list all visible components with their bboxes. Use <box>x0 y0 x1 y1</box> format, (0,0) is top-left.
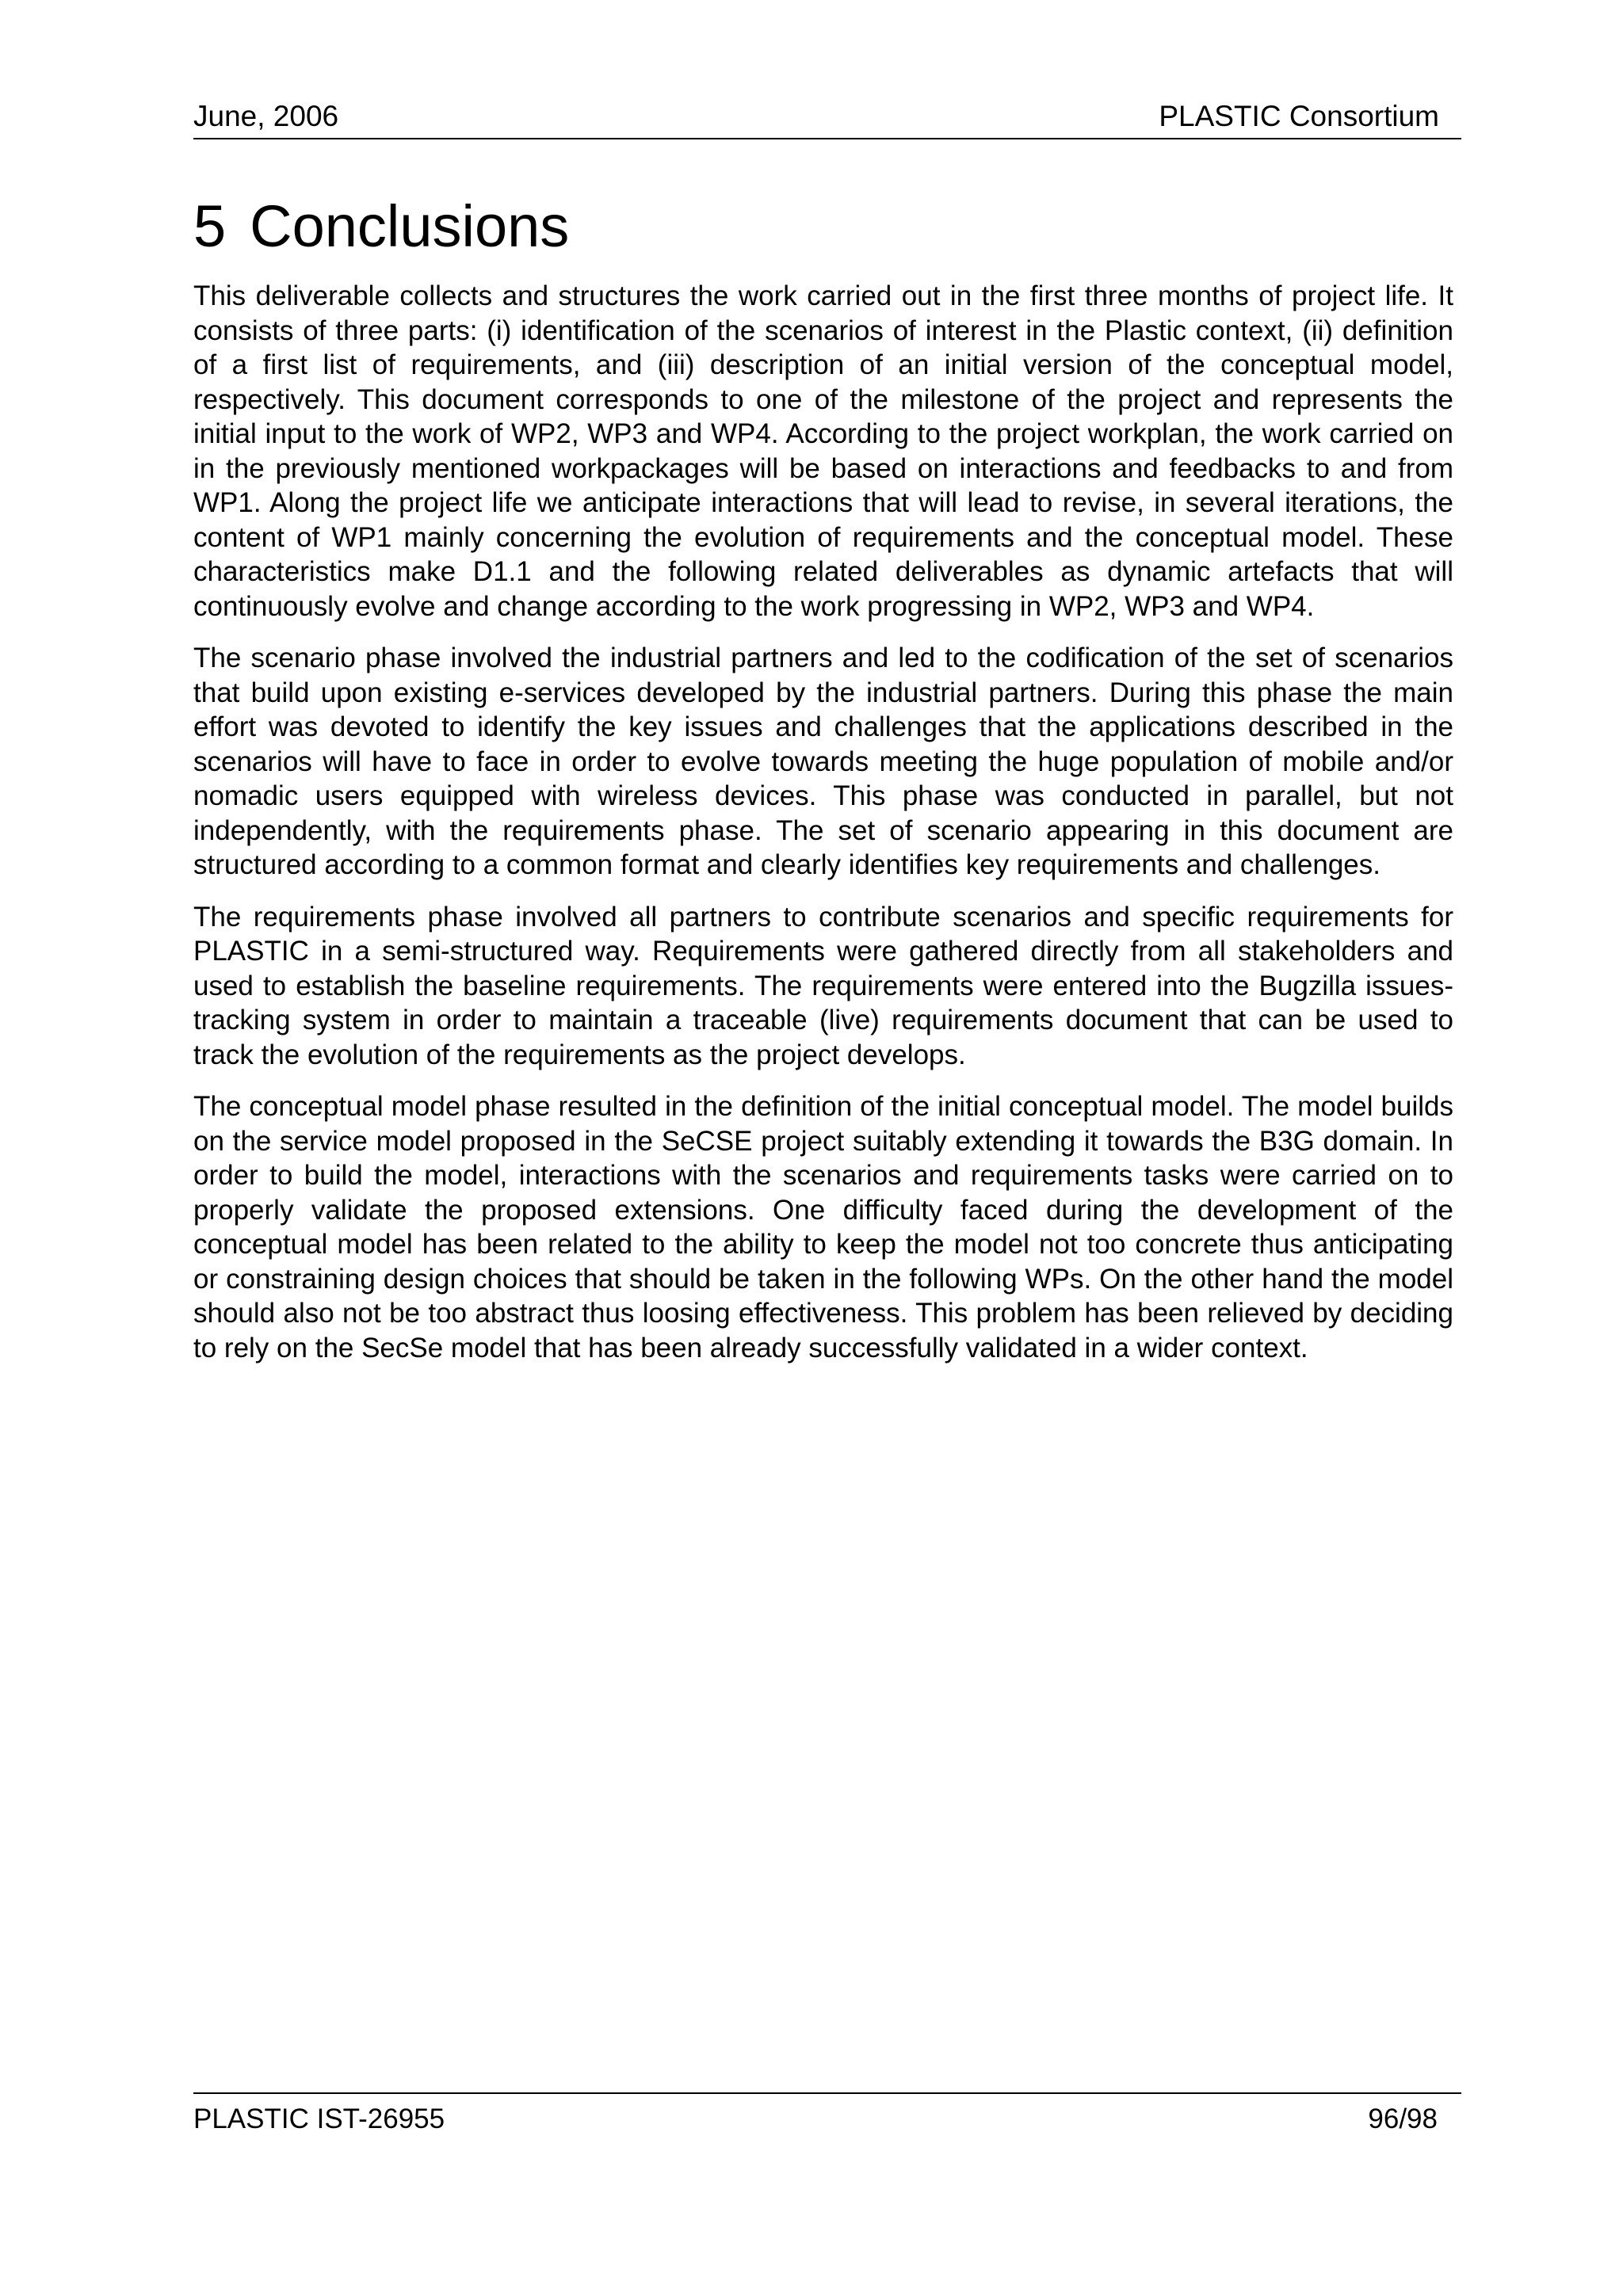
section-number: 5 <box>193 193 227 259</box>
section-title: Conclusions <box>250 193 570 259</box>
header-date: June, 2006 <box>193 100 339 132</box>
paragraph-overview: This deliverable collects and structures the work carried out in the first three months of project life. It consists of three parts: (i) identification of the scenarios of interest in the Plastic context, (ii) definition of a first list of requirements, and (iii) description of an initial version of the conceptual model, respectively. This document corresponds to one of the milestone of the project and represents the initial input to the work of WP2, WP3 and WP4. According to the project workplan, the work carried on in the previously mentioned workpackages will be based on interactions and feedbacks to and from WP1. Along the project life we anticipate interactions that will lead to revise, in several iterations, the content of WP1 mainly concerning the evolution of requirements and the conceptual model. These characteristics make D1.1 and the following related deliverables as dynamic artefacts that will continuously evolve and change according to the work progressing in WP2, WP3 and WP4. <box>193 280 1453 622</box>
section-body <box>193 279 1453 1383</box>
paragraph-scenario-phase: The scenario phase involved the industrial partners and led to the codification of the set of scenarios that build upon existing e-services developed by the industrial partners. During this phase the main effort was devoted to identify the key issues and challenges that the applications described in the scenarios will have to face in order to evolve towards meeting the huge population of mobile and/or nomadic users equipped with wireless devices. This phase was conducted in parallel, but not independently, with the requirements phase. The set of scenario appearing in this document are structured according to a common format and clearly identifies key requirements and challenges. <box>193 643 1453 880</box>
page-footer <box>193 2092 1461 2140</box>
header-organization: PLASTIC Consortium <box>1159 100 1439 132</box>
footer-project-id: PLASTIC IST-26955 <box>193 2103 445 2134</box>
footer-page-number: 96/98 <box>1368 2103 1438 2134</box>
section-heading <box>193 187 569 266</box>
page-header <box>193 97 1461 139</box>
paragraph-requirements-phase: The requirements phase involved all partners to contribute scenarios and specific requirements for PLASTIC in a semi-structured way. Requirements were gathered directly from all stakeholders and used to establish the baseline requirements. The requirements were entered into the Bugzilla issues-tracking system in order to maintain a traceable (live) requirements document that can be used to track the evolution of the requirements as the project develops. <box>193 901 1453 1070</box>
paragraph-conceptual-model-phase: The conceptual model phase resulted in the definition of the initial conceptual model. The model builds on the service model proposed in the SeCSE project suitably extending it towards the B3G domain. In order to build the model, interactions with the scenarios and requirements tasks were carried on to properly validate the proposed extensions. One difficulty faced during the development of the conceptual model has been related to the ability to keep the model not too concrete thus anticipating or constraining design choices that should be taken in the following WPs. On the other hand the model should also not be too abstract thus loosing effectiveness. This problem has been relieved by deciding to rely on the SecSe model that has been already successfully validated in a wider context. <box>193 1091 1453 1363</box>
